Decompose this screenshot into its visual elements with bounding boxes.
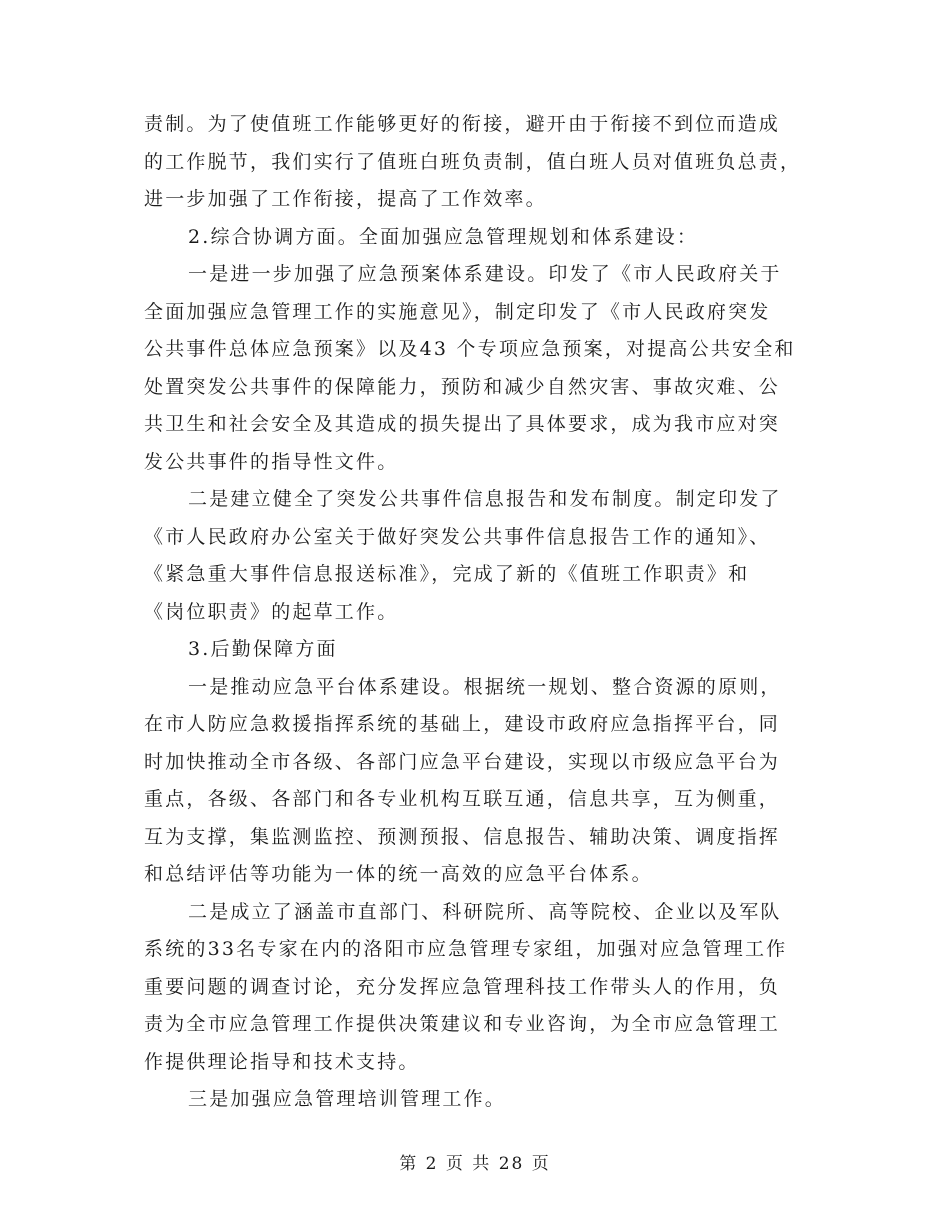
paragraph-start: 二是成立了涵盖市直部门、科研院所、高等院校、企业以及军队 [188, 900, 782, 923]
document-body [144, 106, 810, 1119]
text-line: 进一步加强了工作衔接，提高了工作效率。 [144, 188, 547, 210]
paragraph-start: 二是建立健全了突发公共事件信息报告和发布制度。制定印发了 [188, 488, 782, 510]
text-line: 重要问题的调查讨论，充分发挥应急管理科技工作带头人的作用，负 [144, 975, 781, 998]
text-line: 重点，各级、各部门和各专业机构互联互通，信息共享，互为侧重， [144, 788, 781, 810]
section-heading: 3.后勤保障方面 [188, 638, 338, 660]
text-line: 发公共事件的指导性文件。 [144, 450, 399, 473]
text-line: 《紧急重大事件信息报送标准》，完成了新的《值班工作职责》和 [144, 563, 750, 585]
paragraph-start: 一是进一步加强了应急预案体系建设。印发了《市人民政府关于 [188, 263, 782, 285]
section-heading: 2.综合协调方面。全面加强应急管理规划和体系建设： [188, 225, 699, 248]
text-line: 全面加强应急管理工作的实施意见》，制定印发了《市人民政府突发 [144, 300, 771, 323]
text-line: 时加快推动全市各级、各部门应急平台建设，实现以市级应急平台为 [144, 750, 781, 773]
text-line: 互为支撑，集监测监控、预测预报、信息报告、辅助决策、调度指挥 [144, 825, 781, 848]
text-line: 在市人防应急救援指挥系统的基础上，建设市政府应急指挥平台，同 [144, 713, 781, 735]
text-line: 的工作脱节，我们实行了值班白班负责制，值白班人员对值班负总责， [144, 150, 802, 173]
text-line: 系统的33名专家在内的洛阳市应急管理专家组，加强对应急管理工作 [144, 938, 788, 960]
text-line: 责制。为了使值班工作能够更好的衔接，避开由于衔接不到位而造成 [144, 113, 781, 135]
text-line: 《岗位职责》的起草工作。 [144, 600, 399, 623]
text-line: 和总结评估等功能为一体的统一高效的应急平台体系。 [144, 863, 653, 885]
text-line: 《市人民政府办公室关于做好突发公共事件信息报告工作的通知》、 [144, 525, 771, 548]
paragraph-start: 一是推动应急平台体系建设。根据统一规划、整合资源的原则， [188, 675, 782, 698]
page-number: 第 2 页 共 28 页 [399, 1154, 551, 1174]
text-line: 作提供理论指导和技术支持。 [144, 1050, 420, 1073]
text-line: 公共事件总体应急预案》以及43 个专项应急预案，对提高公共安全和 [144, 338, 796, 360]
paragraph-start: 三是加强应急管理培训管理工作。 [188, 1088, 507, 1110]
text-line: 处置突发公共事件的保障能力，预防和减少自然灾害、事故灾难、公 [144, 375, 781, 398]
text-line: 责为全市应急管理工作提供决策建议和专业咨询，为全市应急管理工 [144, 1013, 781, 1035]
text-line: 共卫生和社会安全及其造成的损失提出了具体要求，成为我市应对突 [144, 413, 781, 435]
